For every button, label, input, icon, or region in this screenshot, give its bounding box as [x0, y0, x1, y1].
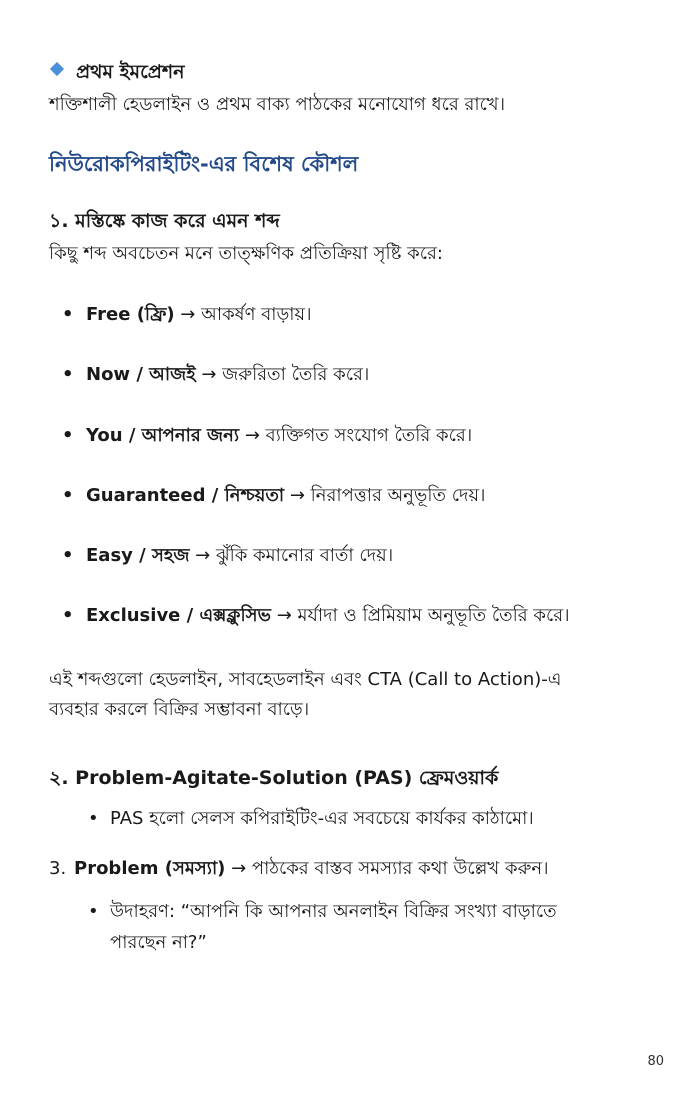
list-item [62, 360, 369, 391]
bullet-term: Guaranteed / নিশ্চয়তা [86, 485, 285, 506]
numbered-term: Problem (সমস্যা) [74, 858, 226, 879]
bullet-term: Easy / সহজ [86, 545, 190, 566]
bullet-icon: • [62, 545, 74, 566]
bullet-icon: • [62, 425, 74, 446]
list-item [62, 481, 486, 512]
bullet-icon: • [62, 485, 74, 506]
bullet-description: → নিরাপত্তার অনুভূতি দেয়। [284, 485, 486, 506]
diamond-bullet-icon [50, 62, 64, 76]
bullet-term: Now / আজই [86, 364, 196, 385]
bullet-term: You / আপনার জন্য [86, 425, 240, 446]
section-heading: নিউরোকপিরাইটিং-এর বিশেষ কৌশল [49, 152, 359, 176]
list-item [88, 804, 534, 835]
bullet-description: → আকর্ষণ বাড়ায়। [174, 304, 312, 325]
example-text: উদাহরণ: “আপনি কি আপনার অনলাইন বিক্রির সংখ্যা বাড়াতে [110, 901, 557, 922]
bullet-description: → মর্যাদা ও প্রিমিয়াম অনুভূতি তৈরি করে। [270, 605, 570, 626]
subsection-intro-text: কিছু শব্দ অবচেতন মনে তাত্ক্ষণিক প্রতিক্রিয়া সৃষ্টি করে: [49, 243, 443, 264]
paragraph-line: এই শব্দগুলো হেডলাইন, সাবহেডলাইন এবং CTA (Call to Action)-এ [49, 669, 562, 690]
bullet-icon: • [88, 808, 99, 829]
bullet-description: → ঝুঁকি কমানোর বার্তা দেয়। [189, 545, 394, 566]
list-item [62, 300, 312, 331]
subsection-title-brain-words: ১. মস্তিষ্কে কাজ করে এমন শব্দ [49, 210, 280, 232]
example-line [88, 897, 557, 928]
bullet-description: → জরুরিতা তৈরি করে। [195, 364, 370, 385]
bullet-term: Exclusive / এক্সক্লুসিভ [86, 605, 271, 626]
bullet-term: Free (ফ্রি) [86, 304, 175, 325]
bullet-icon: • [62, 605, 74, 626]
list-item [62, 541, 393, 572]
numbered-item [49, 854, 549, 885]
numbered-description: → পাঠকের বাস্তব সমস্যার কথা উল্লেখ করুন। [225, 858, 549, 879]
bullet-icon: • [88, 901, 99, 922]
example-line-continued: পারছেন না?” [110, 932, 207, 953]
subsection-title-pas: ২. Problem-Agitate-Solution (PAS) ফ্রেমওয়ার্ক [49, 767, 499, 789]
bullet-icon: • [62, 304, 74, 325]
intro-title: প্রথম ইমপ্রেশন [76, 61, 185, 83]
list-item [62, 421, 472, 452]
page-number: 80 [647, 1054, 664, 1069]
list-item [62, 601, 570, 632]
item-number: 3. [49, 858, 67, 879]
bullet-icon: • [62, 364, 74, 385]
bullet-description: → ব্যক্তিগত সংযোগ তৈরি করে। [239, 425, 473, 446]
bullet-text: PAS হলো সেলস কপিরাইটিং-এর সবচেয়ে কার্যকর কাঠামো। [110, 808, 534, 829]
paragraph-line: ব্যবহার করলে বিক্রির সম্ভাবনা বাড়ে। [49, 699, 310, 720]
intro-text: শক্তিশালী হেডলাইন ও প্রথম বাক্য পাঠকের মনোযোগ ধরে রাখে। [49, 94, 506, 115]
